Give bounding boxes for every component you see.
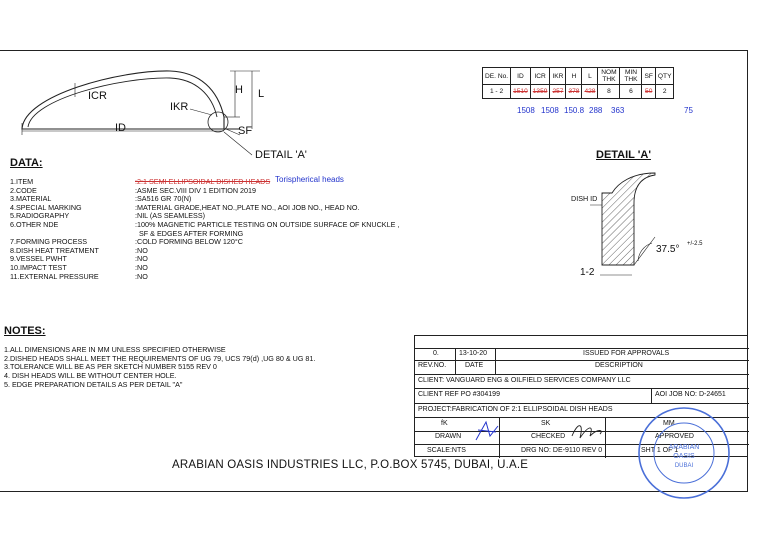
- desc-label: DESCRIPTION: [595, 362, 643, 369]
- checked-signature-icon: [568, 418, 608, 442]
- bevel-tolerance-label: +/-2.5: [687, 241, 703, 247]
- ikr-label: IKR: [170, 101, 189, 113]
- data-item: [10, 219, 400, 230]
- data-item-label: 8.DISH HEAT TREATMENT: [10, 245, 99, 255]
- id-label: ID: [115, 122, 126, 134]
- dims-cell: 1510: [511, 85, 531, 99]
- handwritten-id: 1508: [517, 106, 535, 115]
- company-footer: ARABIAN OASIS INDUSTRIES LLC, P.O.BOX 5745, DUBAI, U.A.E: [172, 459, 529, 471]
- data-item-value: :SA516 GR 70(N): [135, 194, 192, 204]
- dims-header-row: [483, 68, 674, 85]
- handwritten-ikr: 150.8: [564, 106, 585, 115]
- h-label: H: [235, 84, 243, 96]
- dims-header-cell: H: [566, 68, 582, 85]
- dims-cell: 378: [566, 85, 582, 99]
- data-item-label: 2.CODE: [10, 185, 37, 195]
- dims-header-cell: MIN THK: [620, 68, 642, 85]
- dims-header-cell: L: [582, 68, 598, 85]
- approved-by-initials: MM: [663, 420, 675, 427]
- dims-cell: 50: [642, 85, 655, 99]
- data-item-label: 3.MATERIAL: [10, 194, 52, 204]
- company-stamp-icon: [636, 405, 732, 501]
- data-item-label: 1.ITEM: [10, 177, 34, 186]
- dims-cell: 1359: [530, 85, 550, 99]
- detail-a-heading: DETAIL 'A': [596, 149, 651, 161]
- note-item: 5. EDGE PREPARATION DETAILS AS PER DETAIL "A": [4, 379, 183, 389]
- tb-col-line: [455, 348, 456, 374]
- data-item-value: :NO: [135, 271, 148, 281]
- data-item-value: :NO: [135, 254, 148, 264]
- desc-value: ISSUED FOR APPROVALS: [583, 350, 670, 357]
- dims-header-cell: DE. No.: [483, 68, 511, 85]
- dims-header-cell: ICR: [530, 68, 550, 85]
- data-item-label: 5.RADIOGRAPHY: [10, 211, 70, 221]
- handwritten-h: 288: [589, 106, 603, 115]
- dims-header-cell: ID: [511, 68, 531, 85]
- bevel-angle-label: 37.5°: [656, 244, 680, 255]
- data-item-value: :NO: [135, 262, 148, 272]
- approved-label: APPROVED: [655, 433, 694, 440]
- dims-cell: 1 - 2: [483, 85, 511, 99]
- dims-data-row: [483, 85, 674, 99]
- icr-label: ICR: [88, 90, 107, 102]
- dimensions-table: [482, 67, 674, 99]
- dims-header-cell: IKR: [550, 68, 566, 85]
- data-item: [10, 271, 148, 282]
- handwritten-sf: 75: [684, 106, 693, 115]
- data-item-value: :100% MAGNETIC PARTICLE TESTING ON OUTSIDE SURFACE OF KNUCKLE ,: [135, 219, 400, 229]
- data-item-value: SF & EDGES AFTER FORMING: [139, 228, 244, 238]
- notes-heading: NOTES:: [4, 325, 46, 337]
- note-item: 1.ALL DIMENSIONS ARE IN MM UNLESS SPECIFIED OTHERWISE: [4, 345, 226, 354]
- detail-mark-label: 1-2: [580, 267, 595, 278]
- drawn-signature-icon: [472, 418, 502, 444]
- tb-row-line: [415, 388, 749, 389]
- data-item-value: :2:1 SEMI ELLIPSOIDAL DISHED HEADS: [135, 177, 271, 186]
- data-item-value: :MATERIAL GRADE,HEAT NO.,PLATE NO., AOI JOB NO., HEAD NO.: [135, 202, 360, 212]
- dims-header-cell: NOM THK: [598, 68, 620, 85]
- note-item: 3.TOLERANCE WILL BE AS PER SKETCH NUMBER 5155 REV 0: [4, 362, 217, 372]
- dims-cell: 2: [655, 85, 674, 99]
- tb-col-line: [495, 348, 496, 374]
- checked-by-initials: SK: [541, 420, 551, 427]
- svg-text:OASIS: OASIS: [673, 453, 695, 460]
- note-item: 2.DISHED HEADS SHALL MEET THE REQUIREMENTS OF UG 79, UCS 79(d) ,UG 80 & UG 81.: [4, 353, 316, 363]
- detail-ref-label: DETAIL 'A': [255, 149, 307, 161]
- data-item-value: :NIL (AS SEAMLESS): [135, 211, 206, 221]
- handwritten-l: 363: [611, 106, 625, 115]
- dims-header-cell: SF: [642, 68, 655, 85]
- dims-cell: 257: [550, 85, 566, 99]
- data-item-label: 7.FORMING PROCESS: [10, 237, 88, 247]
- data-heading: DATA:: [10, 157, 43, 169]
- scale-label: SCALE:NTS: [427, 447, 466, 454]
- aoi-job-no: AOI JOB NO: D-24651: [655, 391, 726, 398]
- dims-cell: 6: [620, 85, 642, 99]
- svg-text:ARABIAN: ARABIAN: [668, 444, 700, 451]
- tb-row-line: [415, 374, 749, 375]
- data-list: [10, 175, 400, 281]
- client-ref: CLIENT REF PO #304199: [418, 391, 500, 398]
- svg-text:DUBAI: DUBAI: [674, 463, 694, 469]
- data-item-label: 4.SPECIAL MARKING: [10, 202, 82, 212]
- handwritten-icr: 1508: [541, 106, 559, 115]
- client-name: CLIENT: VANGUARD ENG & OILFIELD SERVICES COMPANY LLC: [418, 377, 631, 384]
- data-item-value: :ASME SEC.VIII DIV 1 EDITION 2019: [135, 185, 257, 195]
- data-item-note: Torispherical heads: [275, 175, 344, 184]
- data-item-label: 11.EXTERNAL PRESSURE: [10, 271, 99, 281]
- note-item: 4. DISH HEADS WILL BE WITHOUT CENTER HOLE.: [4, 371, 177, 381]
- checked-label: CHECKED: [531, 433, 566, 440]
- tb-row-line: [415, 403, 749, 404]
- notes-list: [4, 346, 315, 390]
- sf-label: SF: [238, 125, 253, 137]
- dims-cell: 428: [582, 85, 598, 99]
- tb-col-line: [651, 388, 652, 403]
- date-label: DATE: [465, 362, 484, 369]
- dims-header-cell: QTY: [655, 68, 674, 85]
- frame-top-border: [0, 50, 748, 51]
- project-title: PROJECT:FABRICATION OF 2:1 ELLIPSOIDAL DISH HEADS: [418, 406, 613, 413]
- drawing-number: DRG NO: DE-9110 REV 0: [521, 447, 603, 454]
- dish-id-label: DISH ID: [571, 194, 598, 203]
- date-value: 13-10-20: [459, 350, 488, 357]
- data-item-label: 9.VESSEL PWHT: [10, 254, 67, 264]
- data-item-value: :COLD FORMING BELOW 120°C: [135, 237, 243, 247]
- drawn-label: DRAWN: [435, 433, 462, 440]
- rev-value: 0.: [433, 350, 439, 357]
- dims-cell: 8: [598, 85, 620, 99]
- rev-no-label: REV.NO.: [418, 362, 447, 369]
- data-item-label: 6.OTHER NDE: [10, 219, 59, 229]
- l-label: L: [258, 88, 265, 100]
- data-item-label: 10.IMPACT TEST: [10, 262, 67, 272]
- sheet-number: SHT 1 OF 1: [641, 447, 679, 454]
- data-item-value: :NO: [135, 245, 148, 255]
- drawn-by-initials: fK: [441, 420, 448, 427]
